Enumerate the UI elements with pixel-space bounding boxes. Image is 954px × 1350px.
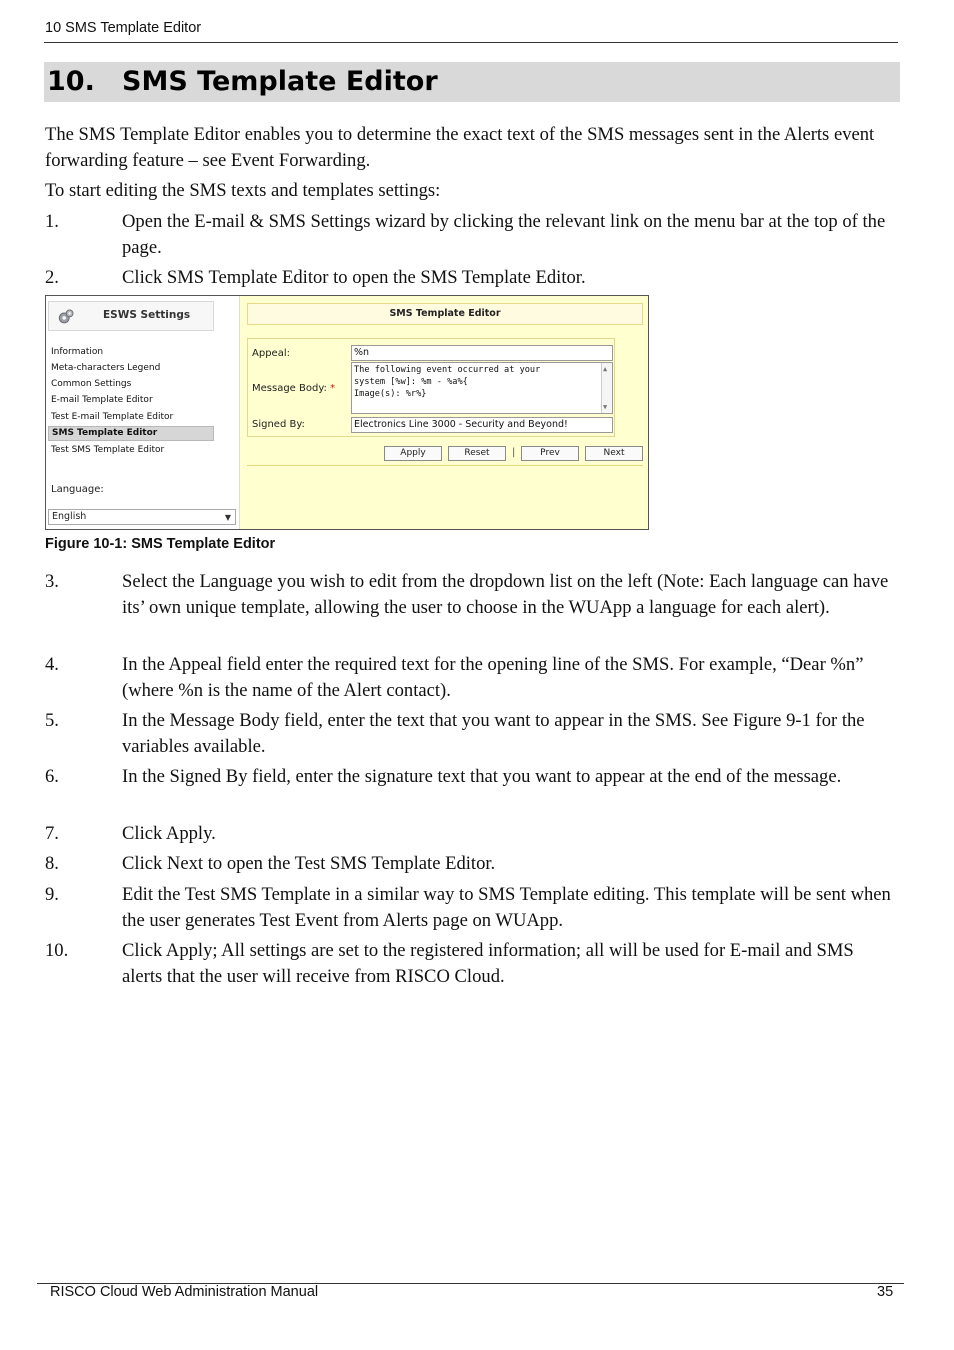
step-number: 10.: [45, 940, 69, 961]
settings-sidebar: [46, 296, 240, 529]
panel-title: SMS Template Editor: [247, 303, 643, 325]
appeal-field[interactable]: %n: [351, 345, 613, 361]
template-form: [247, 338, 615, 437]
sidebar-item-meta-characters-legend[interactable]: Meta-characters Legend: [51, 363, 161, 373]
sidebar-item-test-email-template-editor[interactable]: Test E-mail Template Editor: [51, 412, 174, 422]
step-number: 9.: [45, 884, 59, 905]
chevron-down-icon: ▼: [224, 513, 231, 522]
sidebar-title: ESWS Settings: [103, 309, 191, 321]
button-separator: |: [512, 447, 516, 458]
sidebar-item-email-template-editor[interactable]: E-mail Template Editor: [51, 395, 153, 405]
next-button[interactable]: Next: [585, 446, 643, 461]
message-body-text: The following event occurred at your system [%w]: %m - %a%{ Image(s): %r%}: [354, 365, 541, 399]
chapter-heading: [44, 62, 900, 102]
scroll-down-icon[interactable]: ▼: [603, 403, 608, 411]
editor-panel: [240, 296, 648, 529]
step-number: 1.: [45, 211, 59, 232]
sidebar-item-common-settings[interactable]: Common Settings: [51, 379, 132, 389]
textarea-scrollbar[interactable]: [601, 363, 612, 413]
scroll-up-icon[interactable]: ▲: [603, 365, 608, 373]
footer-manual-title: RISCO Cloud Web Administration Manual: [50, 1284, 319, 1300]
step-number: 6.: [45, 766, 59, 787]
figure-caption: Figure 10-1: SMS Template Editor: [45, 536, 276, 552]
prev-button[interactable]: Prev: [521, 446, 579, 461]
step-text: Open the E-mail & SMS Settings wizard by clicking the relevant link on the menu bar at the top of the page.: [122, 211, 886, 258]
running-header: 10 SMS Template Editor: [45, 20, 202, 36]
signed-by-label: Signed By:: [252, 419, 305, 430]
message-body-label: [252, 383, 335, 394]
sms-template-editor-screenshot: [45, 295, 649, 530]
sidebar-item-sms-template-editor[interactable]: SMS Template Editor: [48, 426, 214, 441]
sidebar-item-test-sms-template-editor[interactable]: Test SMS Template Editor: [51, 445, 165, 455]
message-body-field[interactable]: [351, 362, 613, 414]
step-text: In the Appeal field enter the required text for the opening line of the SMS. For example, “Dear %n” (where %n is the name of the Alert contact).: [122, 654, 864, 701]
gear-icon: [57, 308, 75, 326]
step-number: 7.: [45, 823, 59, 844]
step-text: In the Signed By field, enter the signature text that you want to appear at the end of the message.: [122, 766, 842, 787]
step-text: Select the Language you wish to edit from the dropdown list on the left (Note: Each language can have its’ own unique template, allowing the user to choose in the WUApp a language for each alert).: [122, 571, 889, 618]
intro-paragraph: The SMS Template Editor enables you to determine the exact text of the SMS messages sent in the Alerts event forwarding feature – see Event Forwarding.: [45, 124, 875, 171]
step-text: In the Message Body field, enter the text that you want to appear in the SMS. See Figure 9-1 for the variables available.: [122, 710, 865, 757]
language-selected-value: English: [52, 511, 87, 522]
reset-button[interactable]: Reset: [448, 446, 506, 461]
intro-lead-in: To start editing the SMS texts and templates settings:: [45, 180, 441, 201]
appeal-label: Appeal:: [252, 348, 290, 359]
step-text: Click Apply.: [122, 823, 216, 844]
step-text: Click SMS Template Editor to open the SMS Template Editor.: [122, 267, 586, 288]
chapter-title: SMS Template Editor: [122, 66, 438, 97]
sidebar-header: [48, 301, 214, 331]
page-number: 35: [877, 1284, 894, 1300]
step-text: Click Apply; All settings are set to the registered information; all will be used for E-mail and SMS alerts that the user will receive from RISCO Cloud.: [122, 940, 854, 987]
signed-by-field[interactable]: Electronics Line 3000 - Security and Beyond!: [351, 417, 613, 433]
step-text: Edit the Test SMS Template in a similar way to SMS Template editing. This template will be sent when the user generates Test Event from Alerts page on WUApp.: [122, 884, 891, 931]
language-label: Language:: [51, 484, 104, 495]
step-text: Click Next to open the Test SMS Template Editor.: [122, 853, 496, 874]
apply-button[interactable]: Apply: [384, 446, 442, 461]
step-number: 2.: [45, 267, 59, 288]
message-body-label-text: Message Body:: [252, 383, 327, 394]
button-row-rule: [247, 465, 643, 466]
sidebar-item-information[interactable]: Information: [51, 347, 104, 357]
language-select[interactable]: [48, 509, 236, 525]
step-number: 8.: [45, 853, 59, 874]
header-rule: [44, 42, 898, 43]
step-number: 4.: [45, 654, 59, 675]
chapter-number: 10.: [47, 66, 95, 97]
step-number: 3.: [45, 571, 59, 592]
required-marker: *: [330, 383, 336, 394]
step-number: 5.: [45, 710, 59, 731]
